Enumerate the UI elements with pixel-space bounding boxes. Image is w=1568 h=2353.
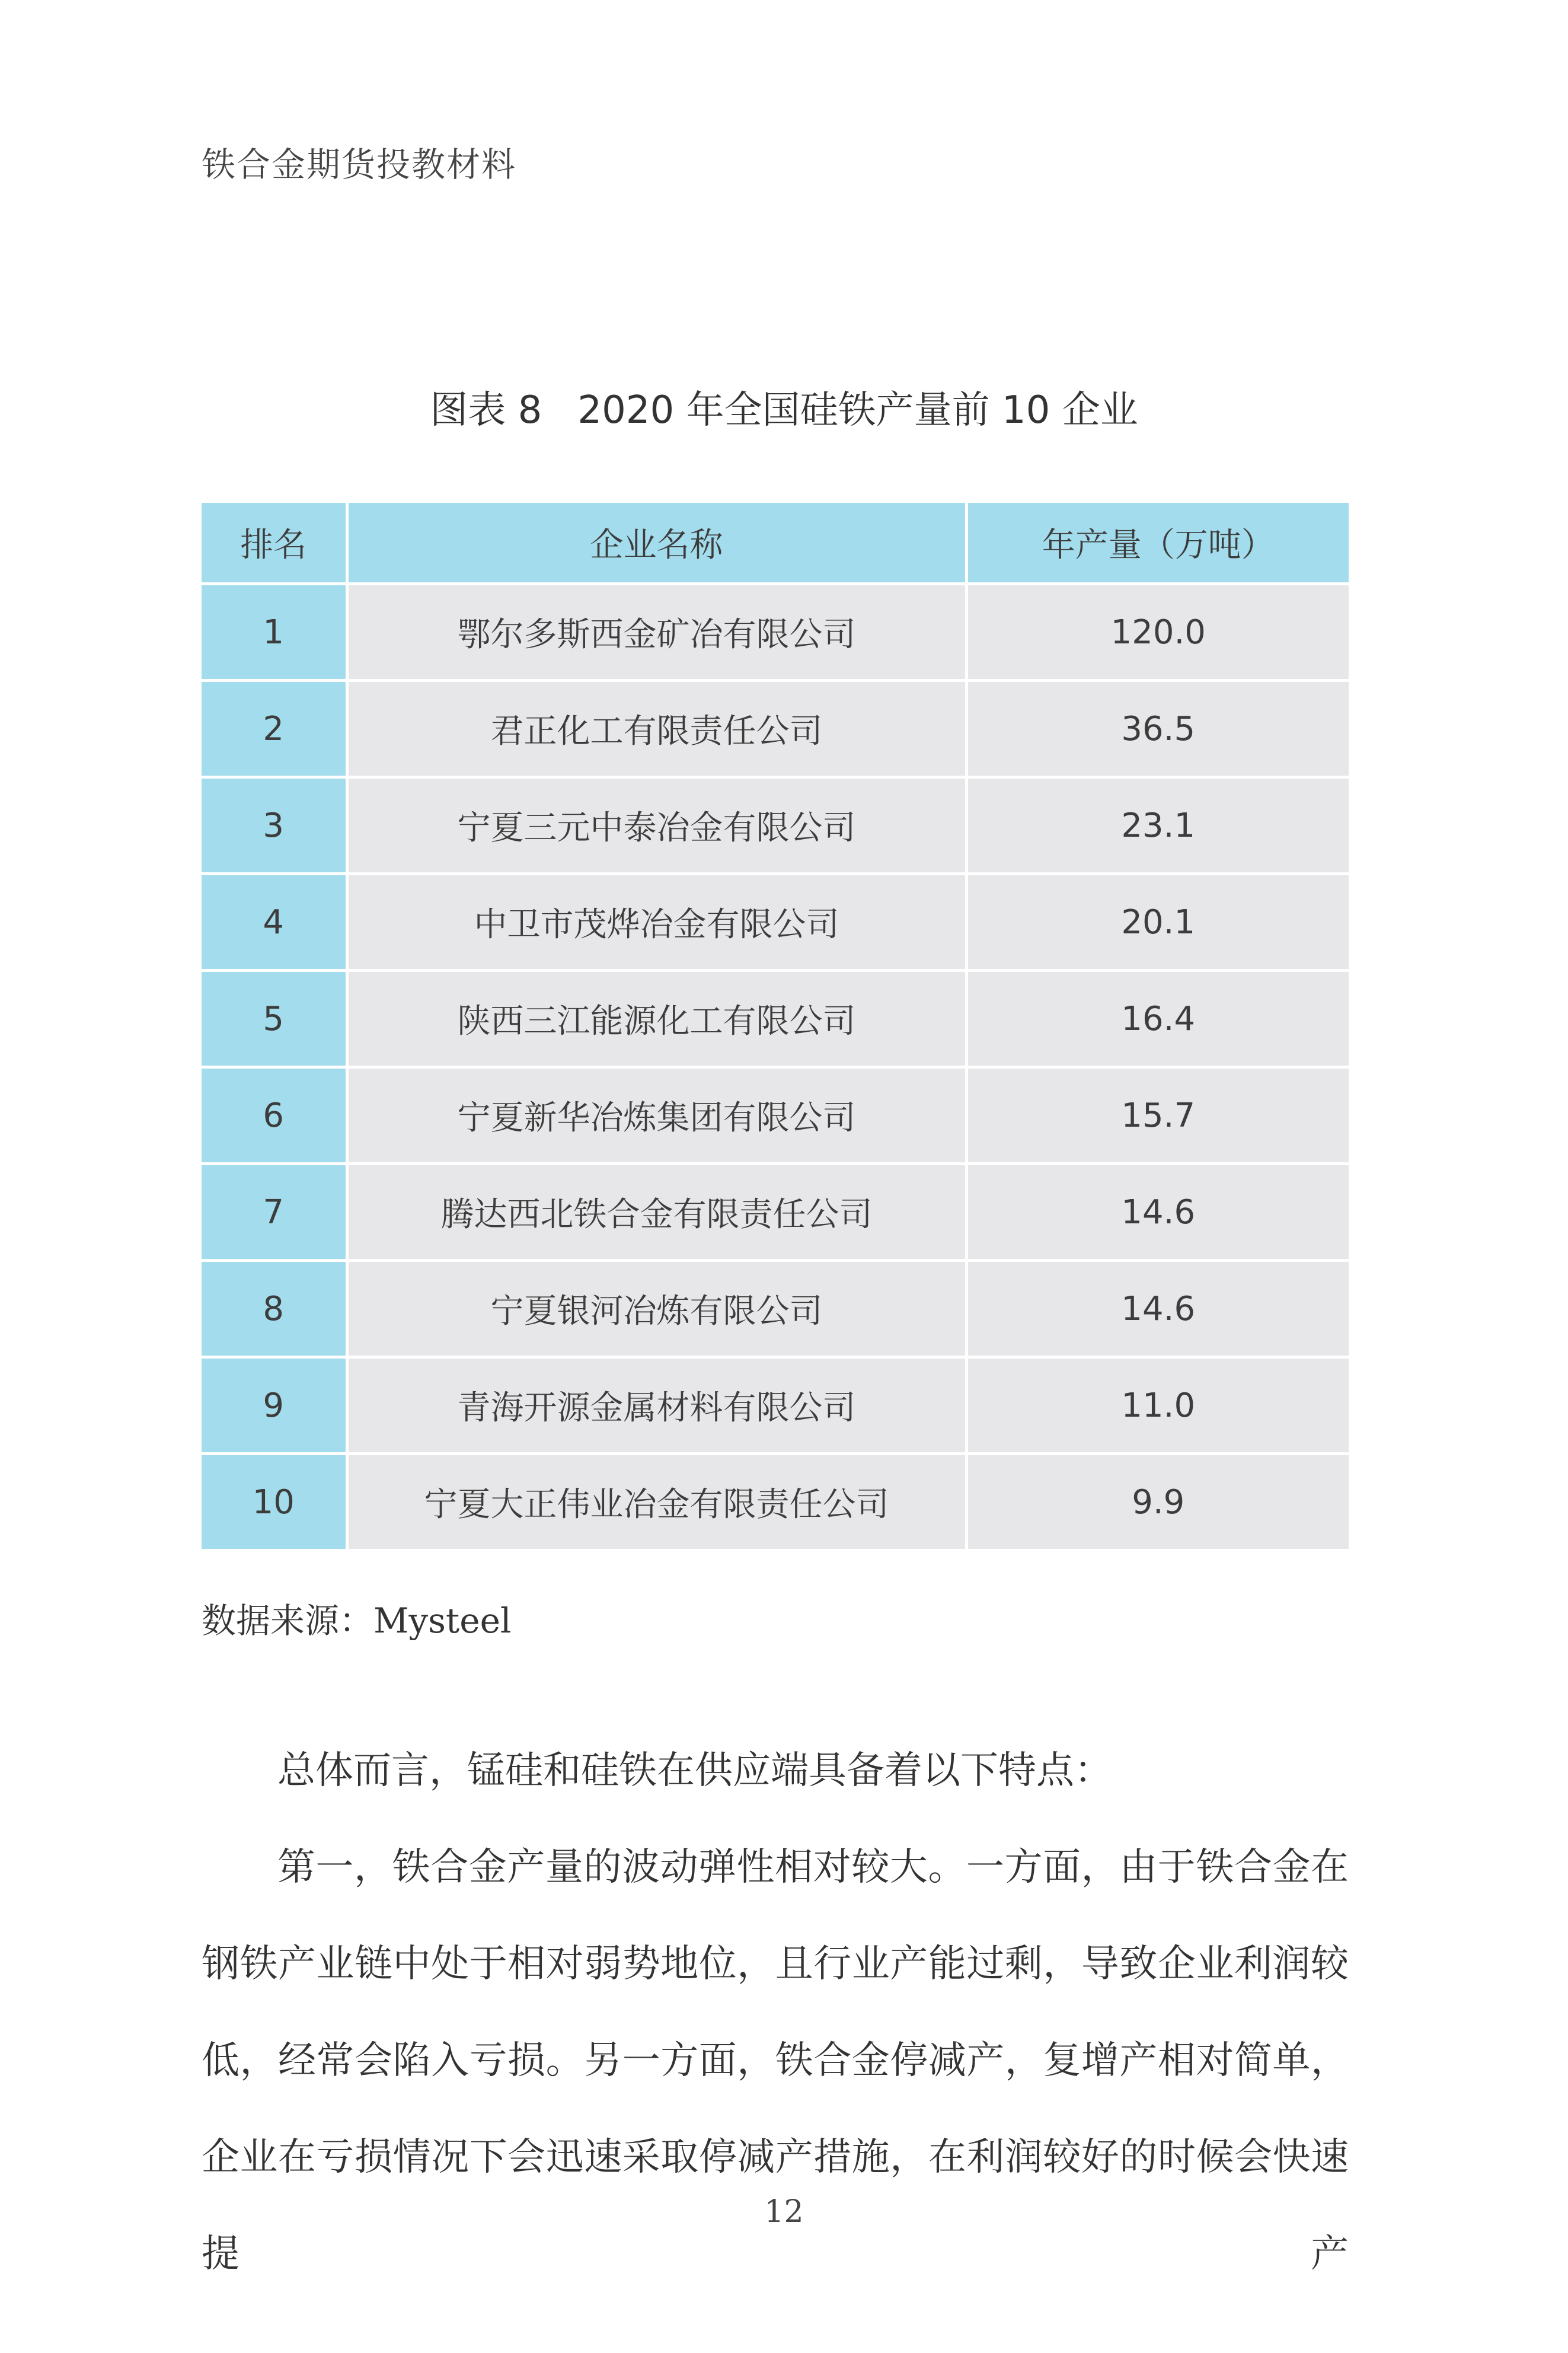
production-ranking-table xyxy=(202,503,1349,1552)
output-cell: 20.1 xyxy=(966,874,1349,971)
paragraph-summary: 总体而言，锰硅和硅铁在供应端具备着以下特点： xyxy=(277,1749,1112,1793)
company-name-cell: 宁夏三元中泰冶金有限公司 xyxy=(347,777,966,874)
figure-title: 2020 年全国硅铁产量前 10 企业 xyxy=(577,388,1138,432)
source-label: 数据来源： xyxy=(202,1600,374,1641)
table-row xyxy=(202,681,1349,777)
output-cell: 14.6 xyxy=(966,1261,1349,1357)
company-name-cell: 宁夏银河冶炼有限公司 xyxy=(347,1261,966,1357)
company-name-cell: 中卫市茂烨冶金有限公司 xyxy=(347,874,966,971)
output-cell: 36.5 xyxy=(966,681,1349,777)
output-cell: 14.6 xyxy=(966,1164,1349,1261)
table-row xyxy=(202,1357,1349,1454)
company-name-cell: 宁夏新华冶炼集团有限公司 xyxy=(347,1067,966,1164)
output-cell: 9.9 xyxy=(966,1454,1349,1551)
source-value: Mysteel xyxy=(373,1600,512,1641)
company-name-cell: 青海开源金属材料有限公司 xyxy=(347,1357,966,1454)
rank-cell: 9 xyxy=(202,1357,347,1454)
rank-cell: 7 xyxy=(202,1164,347,1261)
output-cell: 23.1 xyxy=(966,777,1349,874)
rank-cell: 5 xyxy=(202,971,347,1067)
company-name-cell: 陕西三江能源化工有限公司 xyxy=(347,971,966,1067)
rank-cell: 4 xyxy=(202,874,347,971)
table-row xyxy=(202,777,1349,874)
column-header-company: 企业名称 xyxy=(347,503,966,584)
figure-caption xyxy=(0,380,1568,434)
rank-cell: 10 xyxy=(202,1454,347,1551)
output-cell: 120.0 xyxy=(966,584,1349,681)
column-header-rank: 排名 xyxy=(202,503,347,584)
company-name-cell: 宁夏大正伟业冶金有限责任公司 xyxy=(347,1454,966,1551)
table-row xyxy=(202,584,1349,681)
output-cell: 15.7 xyxy=(966,1067,1349,1164)
rank-cell: 3 xyxy=(202,777,347,874)
rank-cell: 2 xyxy=(202,681,347,777)
page-number: 12 xyxy=(764,2194,804,2230)
figure-label: 图表 8 xyxy=(430,388,542,432)
paragraph-point-one: 第一，铁合金产量的波动弹性相对较大。一方面，由于铁合金在钢铁产业链中处于相对弱势地位，且行业产能过剩，导致企业利润较低，经常会陷入亏损。另一方面，铁合金停减产，复增产相对简单，企业在亏损情况下会迅速采取停减产措施，在利润较好的时候会快速提产 xyxy=(202,1845,1349,2276)
table-row xyxy=(202,1261,1349,1357)
source-note xyxy=(202,1593,511,1643)
company-name-cell: 君正化工有限责任公司 xyxy=(347,681,966,777)
table-row xyxy=(202,1454,1349,1551)
output-cell: 11.0 xyxy=(966,1357,1349,1454)
table-row xyxy=(202,874,1349,971)
table-row xyxy=(202,1164,1349,1261)
company-name-cell: 腾达西北铁合金有限责任公司 xyxy=(347,1164,966,1261)
table-row xyxy=(202,971,1349,1067)
output-cell: 16.4 xyxy=(966,971,1349,1067)
table-header-row xyxy=(202,503,1349,584)
rank-cell: 1 xyxy=(202,584,347,681)
company-name-cell: 鄂尔多斯西金矿冶有限公司 xyxy=(347,584,966,681)
rank-cell: 6 xyxy=(202,1067,347,1164)
table-row xyxy=(202,1067,1349,1164)
rank-cell: 8 xyxy=(202,1261,347,1357)
running-header: 铁合金期货投教材料 xyxy=(202,145,516,184)
column-header-output: 年产量（万吨） xyxy=(966,503,1349,584)
